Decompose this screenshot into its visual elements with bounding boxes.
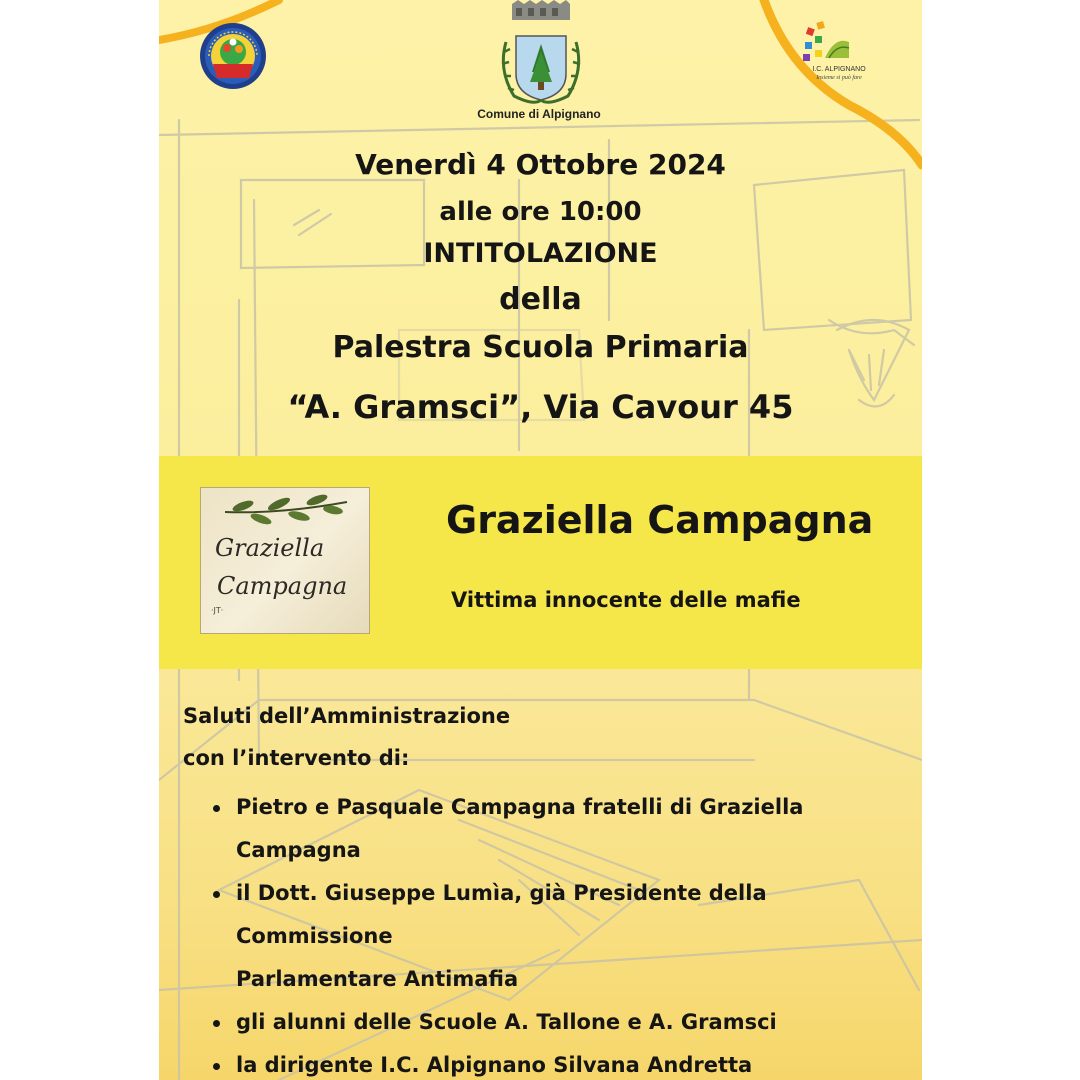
event-poster: [159, 0, 922, 1080]
school-motto: Insieme si può fare: [816, 75, 862, 81]
coat-of-arms-icon: [494, 0, 588, 106]
event-time: alle ore 10:00: [439, 197, 642, 227]
event-title: INTITOLAZIONE: [423, 238, 658, 269]
event-connector: della: [499, 282, 582, 317]
comune-label: Comune di Alpignano: [477, 107, 601, 121]
honoree-name: Graziella Campagna: [446, 498, 874, 542]
program-intro-1: Saluti dell’Amministrazione: [183, 704, 511, 728]
honoree-subtitle: Vittima innocente delle mafie: [451, 588, 801, 612]
speakers-list: [201, 786, 911, 1080]
plaque-line-1: Graziella: [215, 534, 325, 562]
list-item: gli alunni delle Scuole A. Tallone e A. Gramsci: [201, 1001, 911, 1044]
program-intro-2: con l’intervento di:: [183, 746, 410, 770]
event-address: “A. Gramsci”, Via Cavour 45: [287, 388, 794, 426]
event-venue: Palestra Scuola Primaria: [332, 330, 749, 365]
plaque-line-2: Campagna: [217, 572, 348, 600]
school-label: I.C. ALPIGNANO: [812, 66, 866, 73]
association-badge-icon: [199, 22, 267, 90]
list-item: Pietro e Pasquale Campagna fratelli di Graziella Campagna: [201, 786, 911, 872]
list-item: la dirigente I.C. Alpignano Silvana Andretta: [201, 1044, 911, 1080]
event-date: Venerdì 4 Ottobre 2024: [355, 148, 726, 181]
plaque-photo: [200, 487, 370, 634]
plaque-signature: ·JT·: [211, 606, 224, 615]
school-logo-icon: [801, 20, 851, 66]
olive-branch-icon: [221, 492, 351, 532]
list-item: il Dott. Giuseppe Lumìa, già Presidente della Commissione Parlamentare Antimafia: [201, 872, 911, 1001]
